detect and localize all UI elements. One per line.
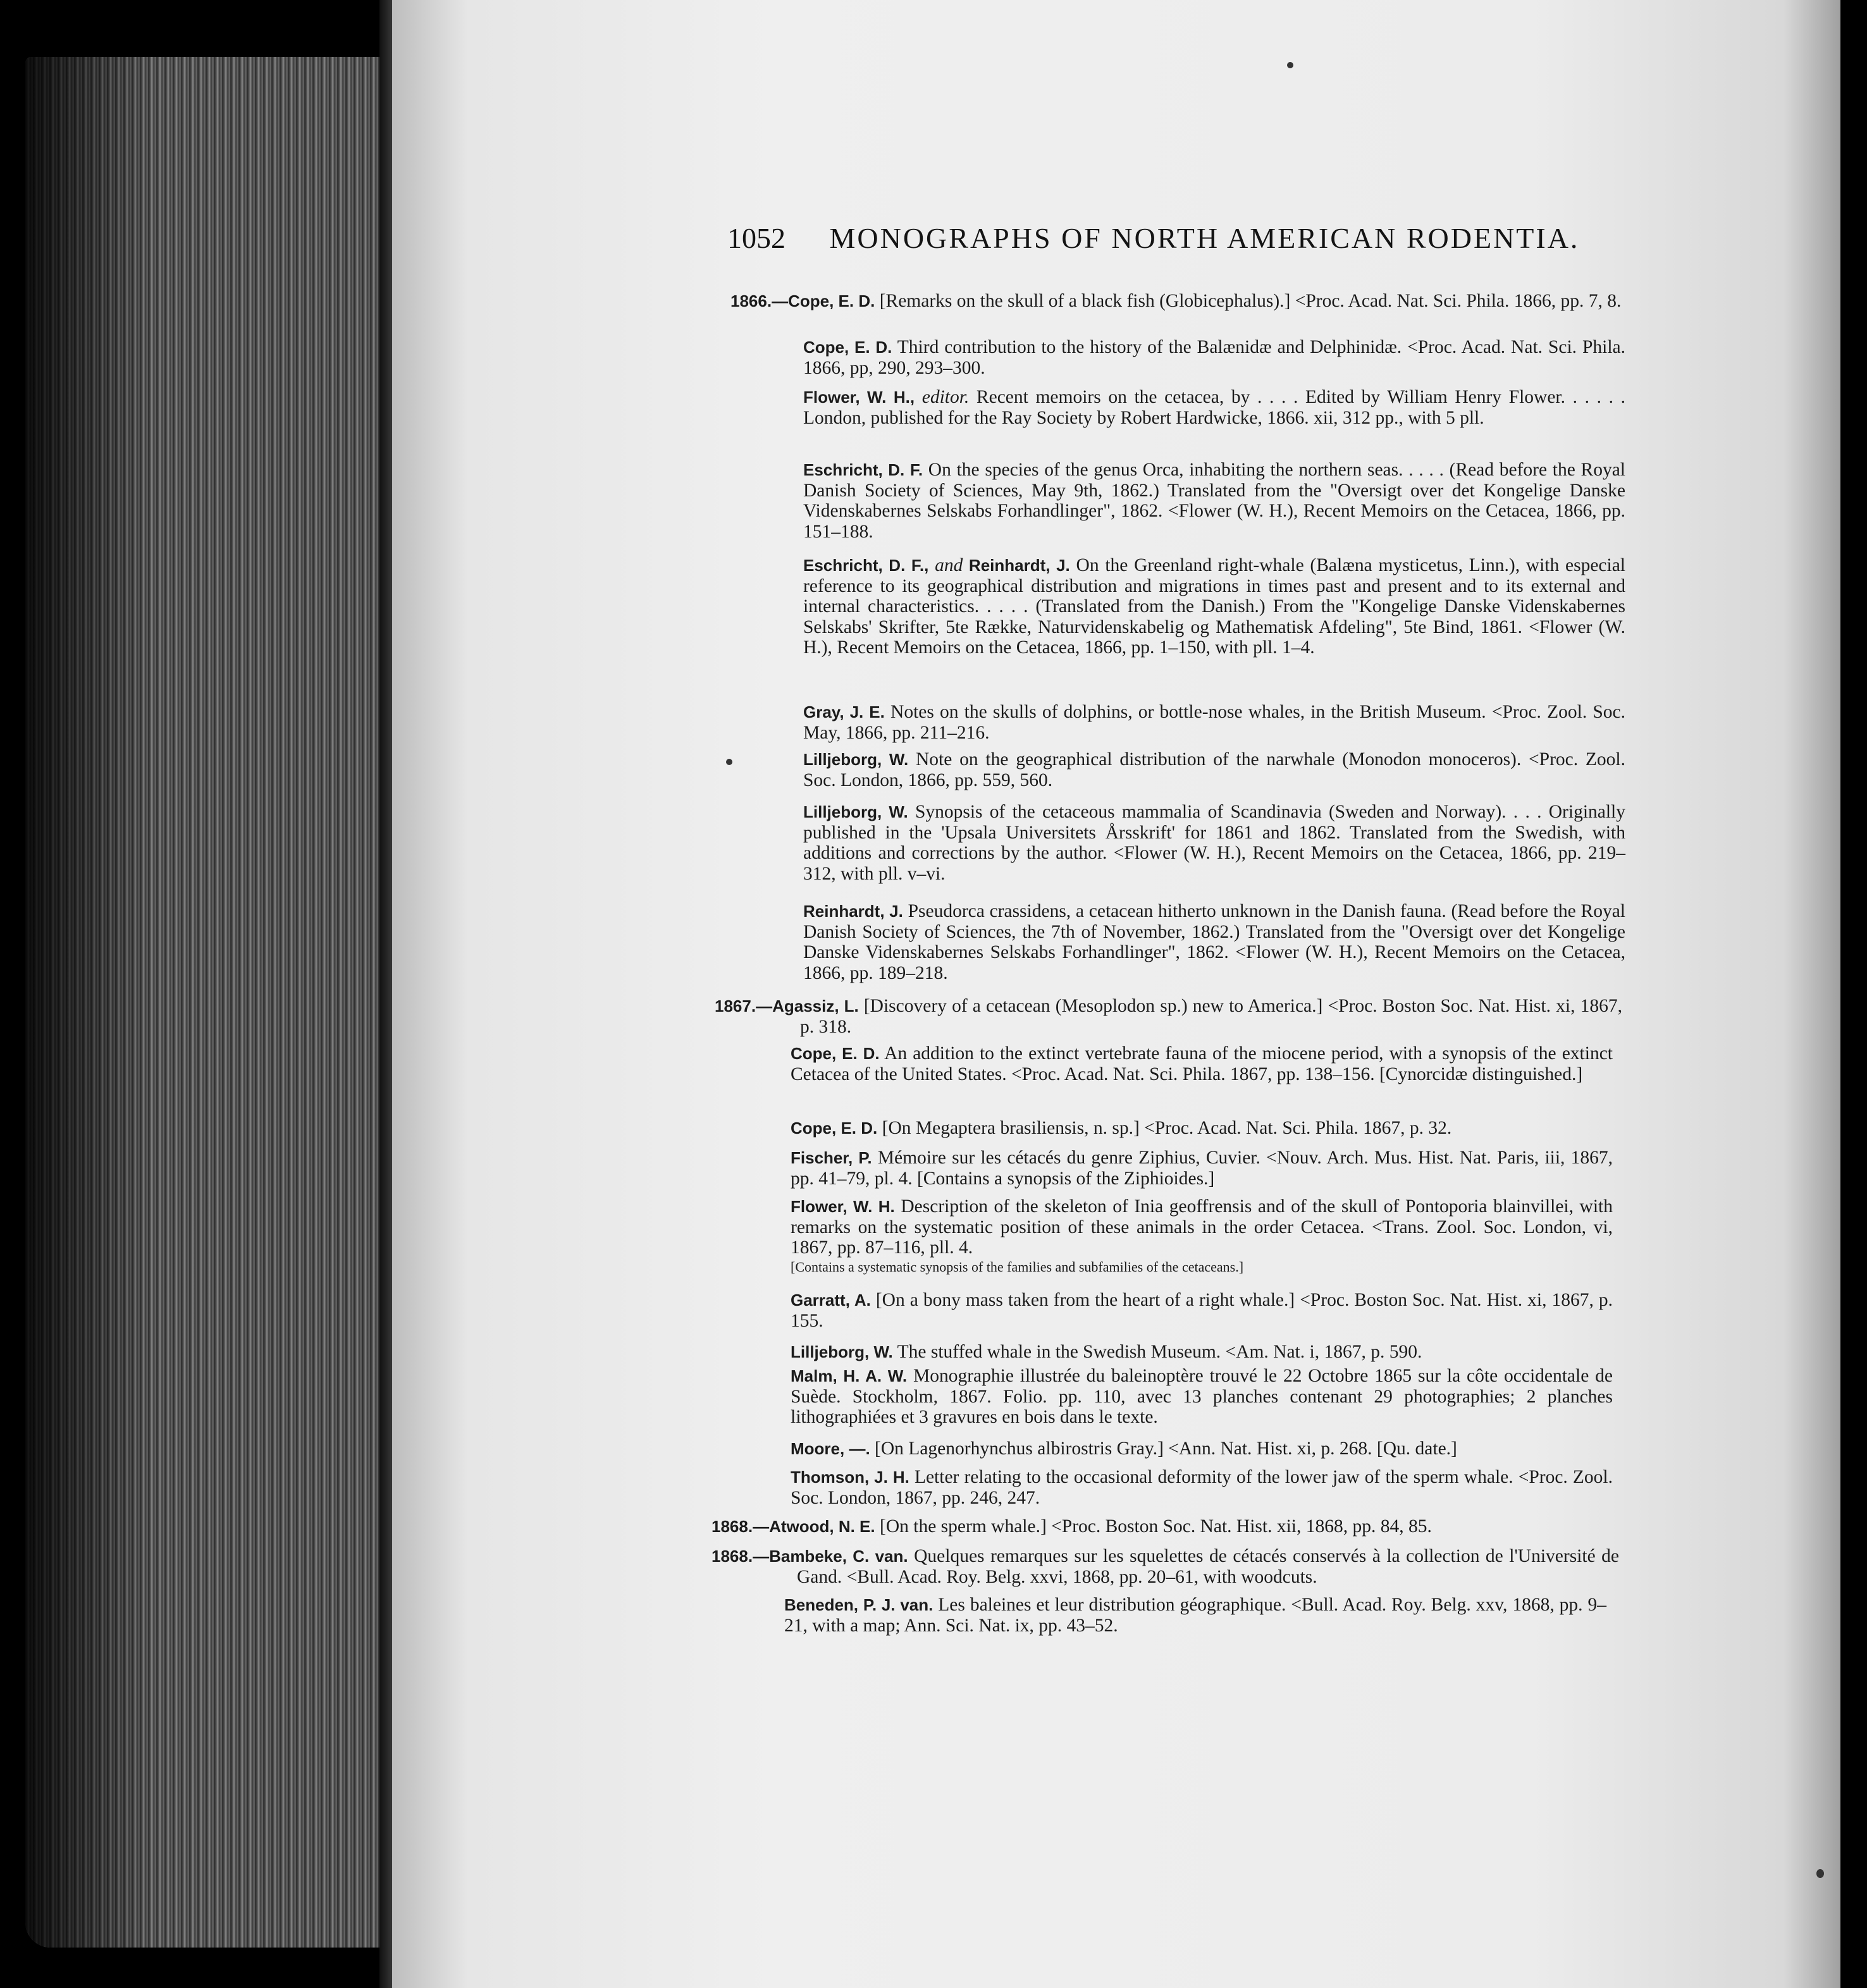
- bibliography-entry: Cope, E. D. [On Megaptera brasiliensis, n. sp.] <Proc. Acad. Nat. Sci. Phila. 1867, p. 32.: [791, 1118, 1452, 1138]
- bibliography-entry: Moore, —. [On Lagenorhynchus albirostris Gray.] <Ann. Nat. Hist. xi, p. 268. [Qu. date.]: [791, 1439, 1457, 1459]
- bibliography-entry: 1866.—Cope, E. D. [Remarks on the skull of a black fish (Globicephalus).] <Proc. Acad. Nat. Sci. Phila. 1866, pp. 7, 8.: [730, 291, 1622, 311]
- bibliography-entry: Malm, H. A. W. Monographie illustrée du baleinoptère trouvé le 22 Octobre 1865 sur la côte occidentale de Suède. Stockholm, 1867. Folio. pp. 110, avec 13 planches contenant 29 photographies; 2 planches lithographiées et 3 gravures en bois dans le texte.: [791, 1366, 1613, 1427]
- bibliography-entry: Lilljeborg, W. Synopsis of the cetaceous mammalia of Scandinavia (Sweden and Norway). . . . Originally published in the 'Upsala Universitets Årsskrift' for 1861 and 1862. Translated from the Swedish, with additions and corrections by the author. <Flower (W. H.), Recent Memoirs on the Cetacea, 1866, pp. 219–312, with pll. v–vi.: [803, 802, 1626, 884]
- bibliography-entry: Lilljeborg, W. The stuffed whale in the Swedish Museum. <Am. Nat. i, 1867, p. 590.: [791, 1342, 1422, 1362]
- scan-speck: [1816, 1869, 1824, 1878]
- bibliography-entry: Cope, E. D. Third contribution to the history of the Balænidæ and Delphinidæ. <Proc. Acad. Nat. Sci. Phila. 1866, pp, 290, 293–300.: [803, 337, 1625, 378]
- page-header: [727, 221, 1676, 259]
- bibliography-entry: Reinhardt, J. Pseudorca crassidens, a cetacean hitherto unknown in the Danish fauna. (Read before the Royal Danish Society of Sciences, the 7th of November, 1862.) Translated from the "Oversigt over det Kongelige Danske Videnskabernes Selskabs Forhandlinger", 1862. <Flower (W. H.), Recent Memoirs on the Cetacea, 1866, pp. 189–218.: [803, 901, 1625, 983]
- bibliography-entry: Cope, E. D. An addition to the extinct vertebrate fauna of the miocene period, with a synopsis of the extinct Cetacea of the United States. <Proc. Acad. Nat. Sci. Phila. 1867, pp. 138–156. [Cynorcidæ distinguished.]: [791, 1043, 1613, 1084]
- bibliography-entry: Flower, W. H. Description of the skeleton of Inia geoffrensis and of the skull of Pontoporia blainvillei, with remarks on the systematic position of these animals in the order Cetacea. <Trans. Zool. Soc. London, vi, 1867, pp. 87–116, pll. 4. [Contains a systematic synopsis of the families and subfamilies of the cetaceans.]: [791, 1196, 1613, 1275]
- bibliography-entry: Eschricht, D. F., and Reinhardt, J. On the Greenland right-whale (Balæna mysticetus, Linn.), with especial reference to its geographical distribution and migrations in times past and present and to its external and internal characteristics. . . . . (Translated from the Danish.) From the "Kongelige Danske Videnskabernes Selskabs' Skrifter, 5te Række, Naturvidenskabelig og Mathematisk Afdeling", 5te Bind, 1861. <Flower (W. H.), Recent Memoirs on the Cetacea, 1866, pp. 1–150, with pll. 1–4.: [803, 555, 1625, 658]
- bibliography-entry: Gray, J. E. Notes on the skulls of dolphins, or bottle-nose whales, in the British Museum. <Proc. Zool. Soc. May, 1866, pp. 211–216.: [803, 702, 1625, 743]
- spine-shadow: [25, 57, 152, 1948]
- bibliography-entry: Flower, W. H., editor. Recent memoirs on the cetacea, by . . . . Edited by William Henry Flower. . . . . . London, published for the Ray Society by Robert Hardwicke, 1866. xii, 312 pp., with 5 pll.: [803, 387, 1626, 428]
- bibliography-entry: 1868.—Bambeke, C. van. Quelques remarques sur les squelettes de cétacés conservés à la collection de l'Université de Gand. <Bull. Acad. Roy. Belg. xxvi, 1868, pp. 20–61, with woodcuts.: [712, 1546, 1619, 1587]
- running-title: MONOGRAPHS OF NORTH AMERICAN RODENTIA.: [829, 222, 1580, 254]
- bibliography-entry: Fischer, P. Mémoire sur les cétacés du genre Ziphius, Cuvier. <Nouv. Arch. Mus. Hist. Nat. Paris, iii, 1867, pp. 41–79, pl. 4. [Contains a synopsis of the Ziphioides.]: [791, 1148, 1613, 1189]
- bibliography-entry: Garratt, A. [On a bony mass taken from the heart of a right whale.] <Proc. Boston Soc. Nat. Hist. xi, 1867, p. 155.: [791, 1290, 1613, 1331]
- bibliography-entry: Beneden, P. J. van. Les baleines et leur distribution géographique. <Bull. Acad. Roy. Belg. xxv, 1868, pp. 9–21, with a map; Ann. Sci. Nat. ix, pp. 43–52.: [784, 1595, 1606, 1636]
- page-number: 1052: [727, 222, 786, 254]
- entry-note: [Contains a systematic synopsis of the families and subfamilies of the cetaceans.]: [791, 1258, 1244, 1275]
- bibliography-entry: Lilljeborg, W. Note on the geographical distribution of the narwhale (Monodon monoceros). <Proc. Zool. Soc. London, 1866, pp. 559, 560.: [803, 749, 1626, 790]
- bibliography-entry: 1867.—Agassiz, L. [Discovery of a cetacean (Mesoplodon sp.) new to America.] <Proc. Boston Soc. Nat. Hist. xi, 1867, p. 318.: [715, 996, 1622, 1037]
- bibliography-entry: 1868.—Atwood, N. E. [On the sperm whale.] <Proc. Boston Soc. Nat. Hist. xii, 1868, pp. 84, 85.: [712, 1516, 1432, 1537]
- scan-speck: [726, 759, 732, 765]
- scan-speck: [1287, 62, 1293, 68]
- bibliography-entry: Thomson, J. H. Letter relating to the occasional deformity of the lower jaw of the sperm whale. <Proc. Zool. Soc. London, 1867, pp. 246, 247.: [791, 1467, 1613, 1508]
- bibliography-entry: Eschricht, D. F. On the species of the genus Orca, inhabiting the northern seas. . . . . (Read before the Royal Danish Society of Sciences, May 9th, 1862.) Translated from the "Oversigt over det Kongelige Danske Videnskabernes Selskabs Forhandlinger", 1862. <Flower (W. H.), Recent Memoirs on the Cetacea, 1866, pp. 151–188.: [803, 460, 1626, 542]
